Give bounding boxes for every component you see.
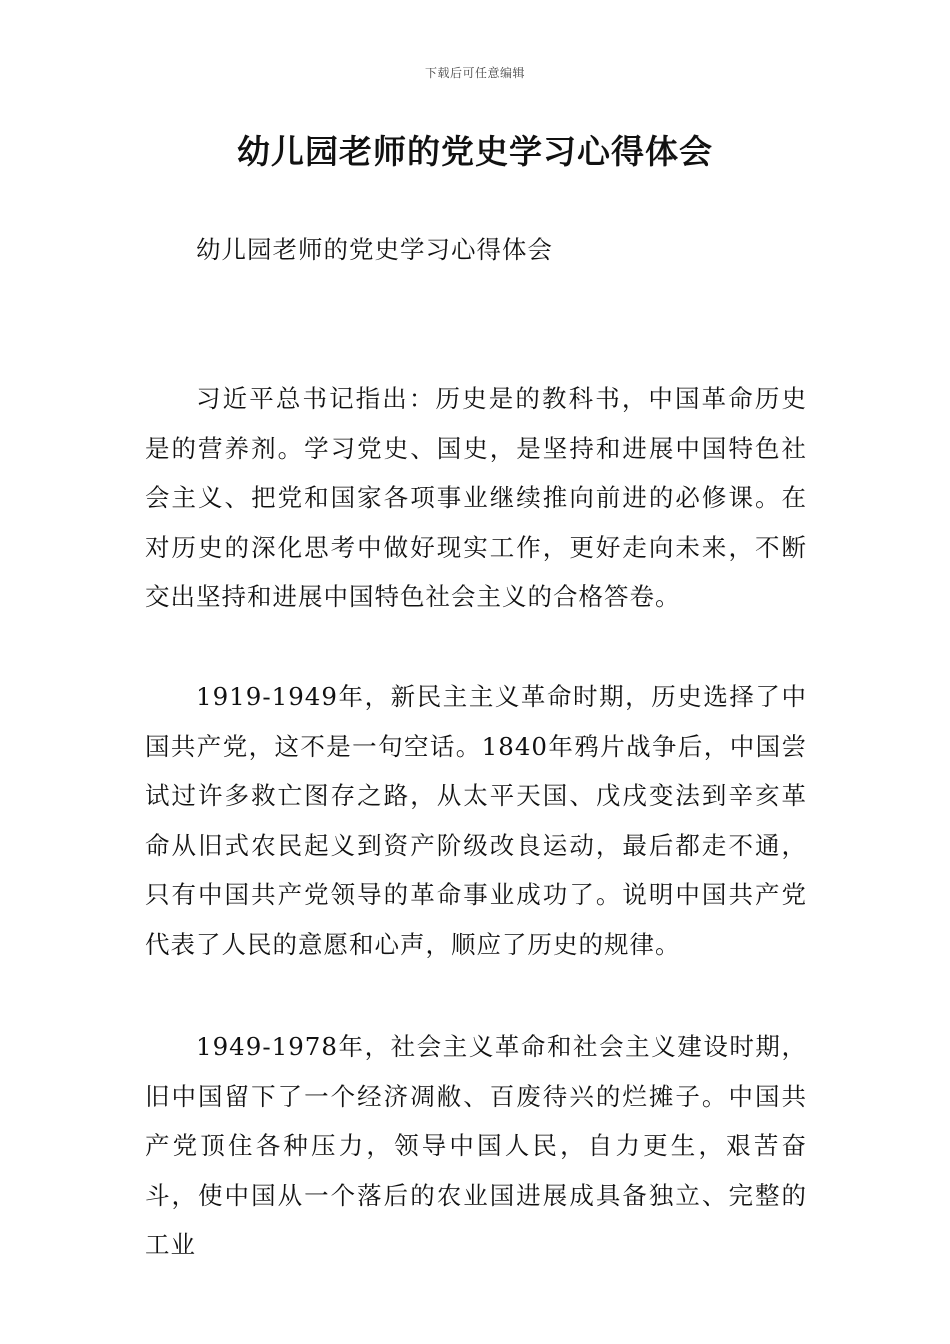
document-title: 幼儿园老师的党史学习心得体会 [237,132,713,171]
header-note: 下载后可任意编辑 [424,66,525,80]
paragraph: 1919-1949年，新民主主义革命时期，历史选择了中国共产党，这不是一句空话。1840年鸦片战争后，中国尝试过许多救亡图存之路，从太平天国、戊戌变法到辛亥革命从旧式农民起义到资产阶级改良运动，最后都走不通，只有中国共产党领导的革命事业成功了。说明中国共产党代表了人民的意愿和心声，顺应了历史的规律。 [145,682,807,959]
paragraph: 1949-1978年，社会主义革命和社会主义建设时期，旧中国留下了一个经济凋敝、百废待兴的烂摊子。中国共产党顶住各种压力，领导中国人民，自力更生，艰苦奋斗，使中国从一个落后的农业国进展成具备独立、完整的工业 [145,1032,807,1259]
paragraph: 习近平总书记指出：历史是的教科书，中国革命历史是的营养剂。学习党史、国史，是坚持和进展中国特色社会主义、把党和国家各项事业继续推向前进的必修课。在对历史的深化思考中做好现实工作，更好走向未来，不断交出坚持和进展中国特色社会主义的合格答卷。 [145,384,807,611]
subtitle-line: 幼儿园老师的党史学习心得体会 [196,235,553,264]
